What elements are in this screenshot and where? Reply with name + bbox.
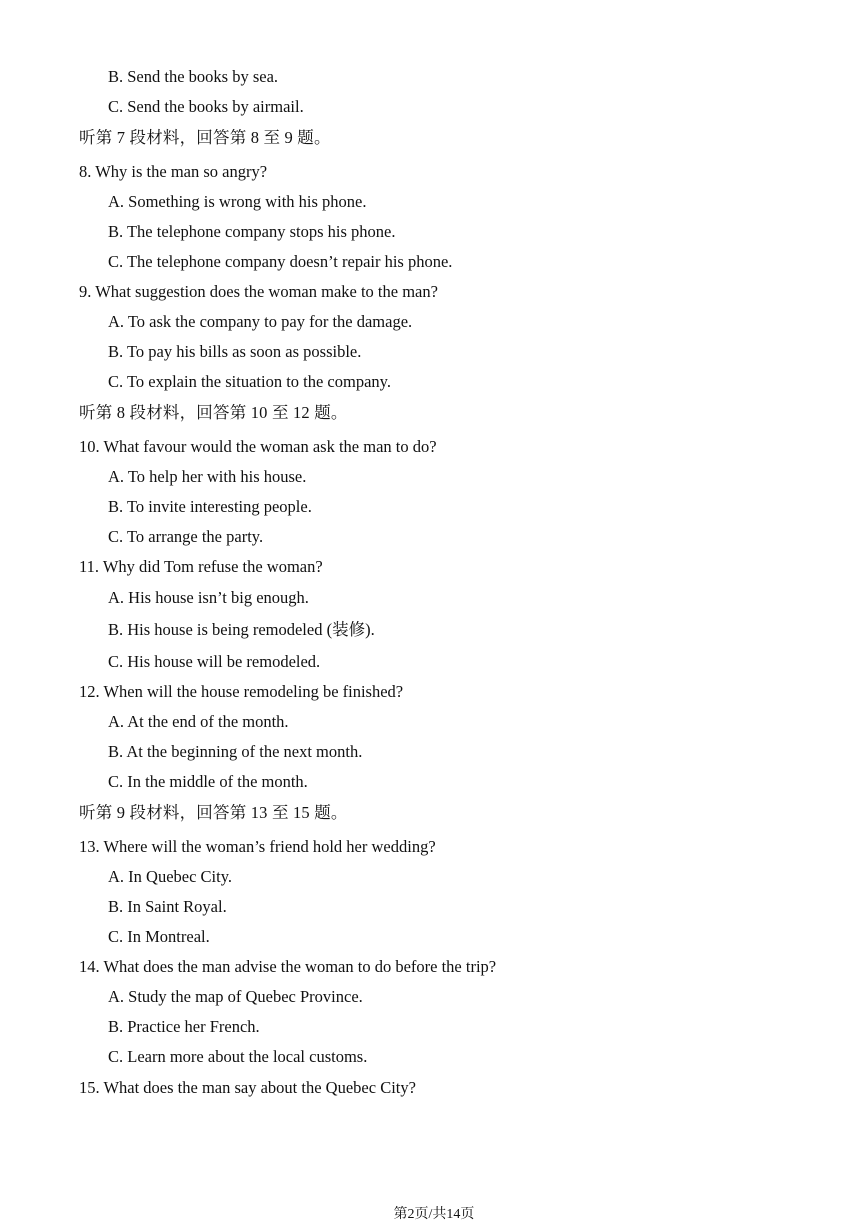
option-line: B. To invite interesting people. bbox=[108, 497, 312, 516]
section-instruction: 听第 9 段材料，回答第 13 至 15 题。 bbox=[79, 803, 348, 822]
section-instruction: 听第 7 段材料，回答第 8 至 9 题。 bbox=[79, 128, 331, 147]
option-line: A. Something is wrong with his phone. bbox=[108, 192, 367, 211]
question-line: 11. Why did Tom refuse the woman? bbox=[79, 557, 323, 576]
option-line: A. Study the map of Quebec Province. bbox=[108, 987, 363, 1006]
section-instruction: 听第 8 段材料，回答第 10 至 12 题。 bbox=[79, 403, 348, 422]
option-line: C. His house will be remodeled. bbox=[108, 652, 321, 671]
option-line: C. In the middle of the month. bbox=[108, 772, 308, 791]
option-line: C. To explain the situation to the company. bbox=[108, 372, 391, 391]
option-line: B. In Saint Royal. bbox=[108, 897, 227, 916]
option-line: B. His house is being remodeled (装修). bbox=[108, 620, 375, 639]
question-line: 8. Why is the man so angry? bbox=[79, 162, 268, 181]
question-line: 15. What does the man say about the Quebec City? bbox=[79, 1078, 416, 1097]
option-line: B. At the beginning of the next month. bbox=[108, 742, 363, 761]
option-line: B. The telephone company stops his phone. bbox=[108, 222, 396, 241]
option-line: A. To help her with his house. bbox=[108, 467, 307, 486]
option-line: B. To pay his bills as soon as possible. bbox=[108, 342, 362, 361]
option-line: A. At the end of the month. bbox=[108, 712, 289, 731]
option-line: A. His house isn’t big enough. bbox=[108, 588, 309, 607]
question-line: 12. When will the house remodeling be finished? bbox=[79, 682, 404, 701]
page-number-footer: 第2页/共14页 bbox=[393, 1207, 475, 1222]
option-line: B. Send the books by sea. bbox=[108, 67, 279, 86]
question-line: 13. Where will the woman’s friend hold her wedding? bbox=[79, 837, 436, 856]
option-line: A. In Quebec City. bbox=[108, 867, 233, 886]
option-line: C. The telephone company doesn’t repair his phone. bbox=[108, 252, 453, 271]
option-line: B. Practice her French. bbox=[108, 1017, 260, 1036]
option-line: C. To arrange the party. bbox=[108, 527, 264, 546]
option-line: C. In Montreal. bbox=[108, 927, 210, 946]
question-line: 9. What suggestion does the woman make to the man? bbox=[79, 282, 438, 301]
question-line: 10. What favour would the woman ask the man to do? bbox=[79, 437, 437, 456]
option-line: C. Learn more about the local customs. bbox=[108, 1047, 368, 1066]
question-line: 14. What does the man advise the woman to do before the trip? bbox=[79, 957, 497, 976]
option-line: C. Send the books by airmail. bbox=[108, 97, 304, 116]
option-line: A. To ask the company to pay for the damage. bbox=[108, 312, 413, 331]
